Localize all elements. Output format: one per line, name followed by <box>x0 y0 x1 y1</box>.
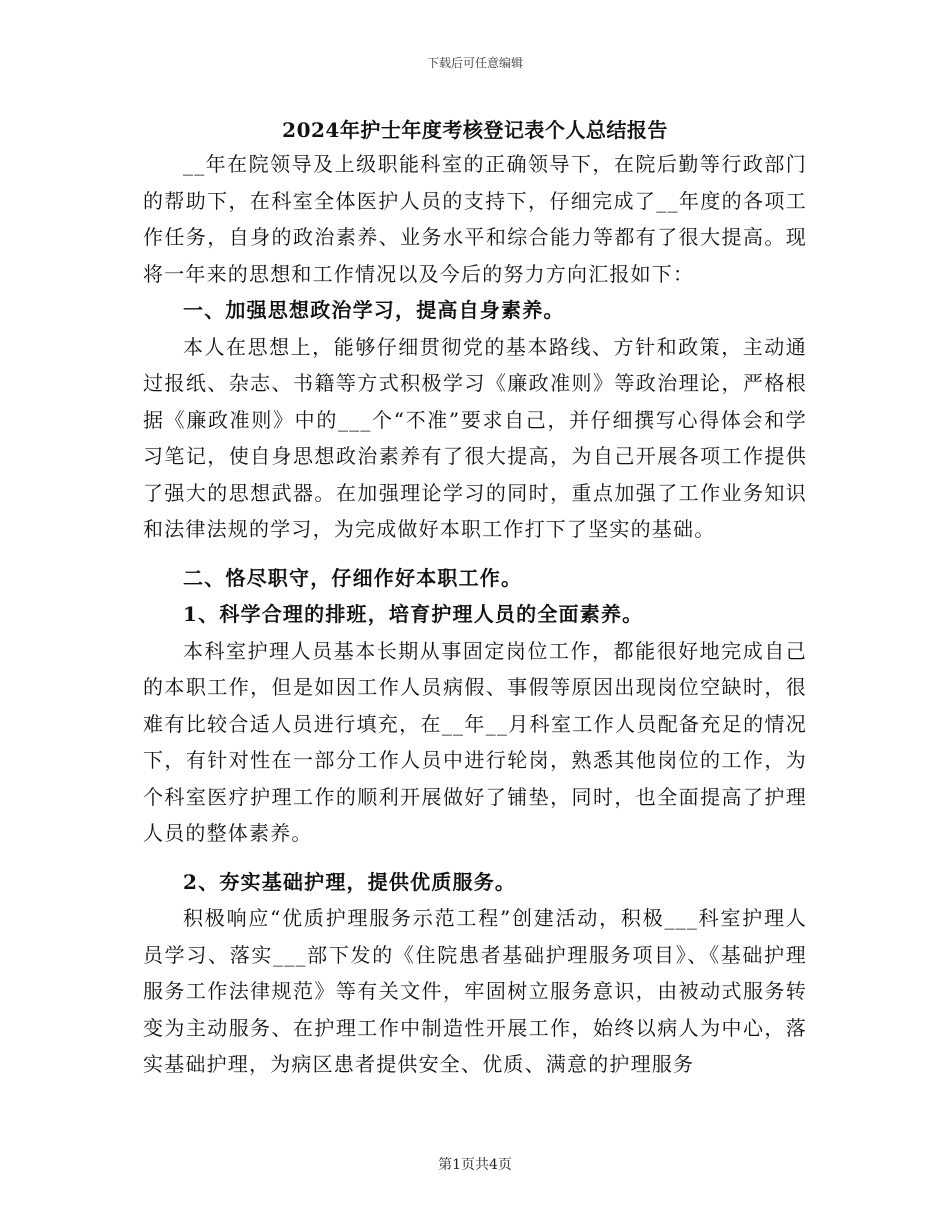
subsection-2-heading: 2、夯实基础护理，提供优质服务。 <box>183 869 517 894</box>
paragraph-gap <box>143 852 807 864</box>
subsection-1-heading: 1、科学合理的排班，培育护理人员的全面素养。 <box>183 602 644 626</box>
page-number-footer: 第1页共4页 <box>438 1157 512 1173</box>
paragraph-gap <box>143 548 807 560</box>
document-body <box>143 146 807 1083</box>
intro-paragraph: __年在院领导及上级职能科室的正确领导下，在院后勤等行政部门的帮助下，在科室全体医护人员的支持下，仔细完成了__年度的各项工作任务，自身的政治素养、业务水平和综合能力等都有了很大提高。现将一年来的思想和工作情况以及今后的努力方向汇报如下： <box>143 152 807 286</box>
subsection-1-paragraph: 本科室护理人员基本长期从事固定岗位工作，都能很好地完成自己的本职工作，但是如因工作人员病假、事假等原因出现岗位空缺时，很难有比较合适人员进行填充，在__年__月科室工作人员配备充足的情况下，有针对性在一部分工作人员中进行轮岗，熟悉其他岗位的工作，为个科室医疗护理工作的顺利开展做好了铺垫，同时，也全面提高了护理人员的整体素养。 <box>143 638 807 845</box>
subsection-2-paragraph: 积极响应“优质护理服务示范工程”创建活动，积极___科室护理人员学习、落实___部下发的《住院患者基础护理服务项目》、《基础护理服务工作法律规范》等有关文件，牢固树立服务意识，由被动式服务转变为主动服务、在护理工作中制造性开展工作，始终以病人为中心，落实基础护理，为病区患者提供安全、优质、满意的护理服务 <box>143 906 807 1076</box>
section-2-heading: 二、恪尽职守，仔细作好本职工作。 <box>183 565 523 590</box>
document-title: 2024年护士年度考核登记表个人总结报告 <box>282 118 668 142</box>
section-1-paragraph: 本人在思想上，能够仔细贯彻党的基本路线、方针和政策，主动通过报纸、杂志、书籍等方式积极学习《廉政准则》等政治理论，严格根据《廉政准则》中的___个“不准”要求自己，并仔细撰写心得体会和学习笔记，使自身思想政治素养有了很大提高，为自己开展各项工作提供了强大的思想武器。在加强理论学习的同时，重点加强了工作业务知识和法律法规的学习，为完成做好本职工作打下了坚实的基础。 <box>143 334 807 541</box>
section-1-heading: 一、加强思想政治学习，提高自身素养。 <box>183 298 565 322</box>
header-note: 下载后可任意编辑 <box>426 56 523 70</box>
